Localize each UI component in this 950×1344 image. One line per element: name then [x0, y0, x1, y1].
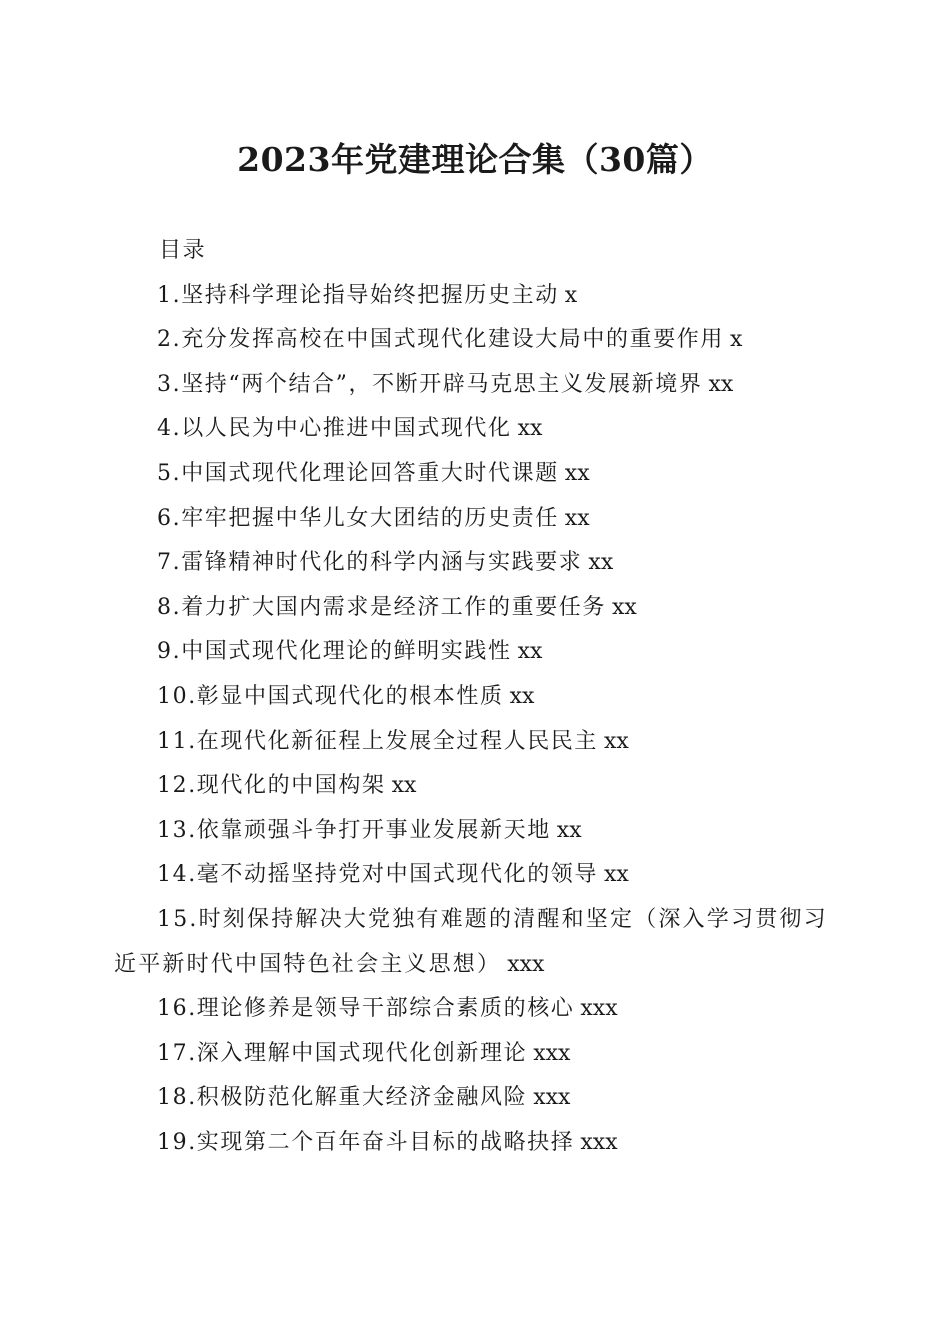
toc-item-title: 12.现代化的中国构架: [157, 773, 386, 799]
toc-item[interactable]: [114, 853, 834, 898]
toc-item-title: 14.毫不动摇坚持党对中国式现代化的领导: [157, 862, 598, 888]
toc-item-title: 18.积极防范化解重大经济金融风险: [157, 1085, 528, 1111]
toc-item-page: xx: [588, 550, 614, 576]
toc-item[interactable]: [114, 630, 834, 675]
toc-item-title: 10.彰显中国式现代化的根本性质: [157, 683, 504, 709]
toc-item-title: 9.中国式现代化理论的鲜明实践性: [157, 639, 512, 665]
table-of-contents: [114, 229, 834, 1165]
toc-item-title: 15.时刻保持解决大党独有难题的清醒和坚定（深入学习贯彻习近平新时代中国特色社会主义思想）: [114, 906, 828, 977]
toc-item-page: xx: [708, 371, 734, 397]
toc-item[interactable]: [114, 1121, 834, 1166]
toc-item[interactable]: [114, 274, 834, 319]
toc-item-page: xx: [604, 728, 629, 754]
toc-item[interactable]: [114, 541, 834, 586]
toc-item-page: xx: [391, 773, 417, 799]
toc-item[interactable]: [114, 318, 834, 363]
toc-item-title: 7.雷锋精神时代化的科学内涵与实践要求: [157, 550, 583, 576]
toc-item-title: 2.充分发挥高校在中国式现代化建设大局中的重要作用: [157, 327, 724, 353]
toc-item-title: 4.以人民为中心推进中国式现代化: [157, 416, 512, 442]
toc-item-page: xx: [517, 639, 543, 665]
toc-item-page: xx: [564, 460, 590, 486]
toc-heading: 目录: [159, 238, 207, 263]
toc-item-title: 11.在现代化新征程上发展全过程人民民主: [157, 728, 598, 754]
toc-item-page: xxx: [533, 1040, 571, 1066]
toc-item[interactable]: [114, 1032, 834, 1077]
toc-item-page: xx: [604, 862, 629, 888]
toc-item-page: x: [564, 282, 578, 308]
toc-item-page: x: [730, 327, 743, 353]
toc-item[interactable]: [114, 809, 834, 854]
toc-item-page: xx: [612, 594, 637, 620]
toc-item-title: 13.依靠顽强斗争打开事业发展新天地: [157, 817, 551, 843]
toc-item-title: 17.深入理解中国式现代化创新理论: [157, 1040, 528, 1066]
toc-item-page: xx: [564, 505, 590, 531]
toc-item[interactable]: [114, 407, 834, 452]
toc-item-title: 8.着力扩大国内需求是经济工作的重要任务: [157, 594, 606, 620]
toc-item[interactable]: [114, 586, 834, 631]
toc-item-page: xx: [556, 817, 582, 843]
toc-item[interactable]: [114, 452, 834, 497]
toc-item[interactable]: [114, 898, 834, 987]
toc-item-page: xxx: [580, 1129, 618, 1155]
toc-item[interactable]: [114, 764, 834, 809]
toc-item-page: xxx: [533, 1085, 571, 1111]
toc-item-page: xx: [509, 683, 535, 709]
toc-item[interactable]: [114, 1076, 834, 1121]
toc-item-title: 1.坚持科学理论指导始终把握历史主动: [157, 282, 559, 308]
document-title: 2023年党建理论合集（30篇）: [237, 140, 713, 179]
toc-item-title: 16.理论修养是领导干部综合素质的核心: [157, 996, 575, 1022]
toc-item-page: xx: [517, 416, 543, 442]
toc-item[interactable]: [114, 720, 834, 765]
toc-item[interactable]: [114, 675, 834, 720]
toc-item[interactable]: [114, 987, 834, 1032]
toc-item-page: xxx: [580, 996, 618, 1022]
toc-item[interactable]: [114, 497, 834, 542]
toc-item[interactable]: [114, 363, 834, 408]
toc-item-title: 6.牢牢把握中华儿女大团结的历史责任: [157, 505, 559, 531]
toc-item-title: 19.实现第二个百年奋斗目标的战略抉择: [157, 1129, 575, 1155]
toc-item-title: 5.中国式现代化理论回答重大时代课题: [157, 460, 559, 486]
toc-item-title: 3.坚持“两个结合”，不断开辟马克思主义发展新境界: [157, 371, 703, 397]
toc-item-page: xxx: [507, 951, 545, 977]
